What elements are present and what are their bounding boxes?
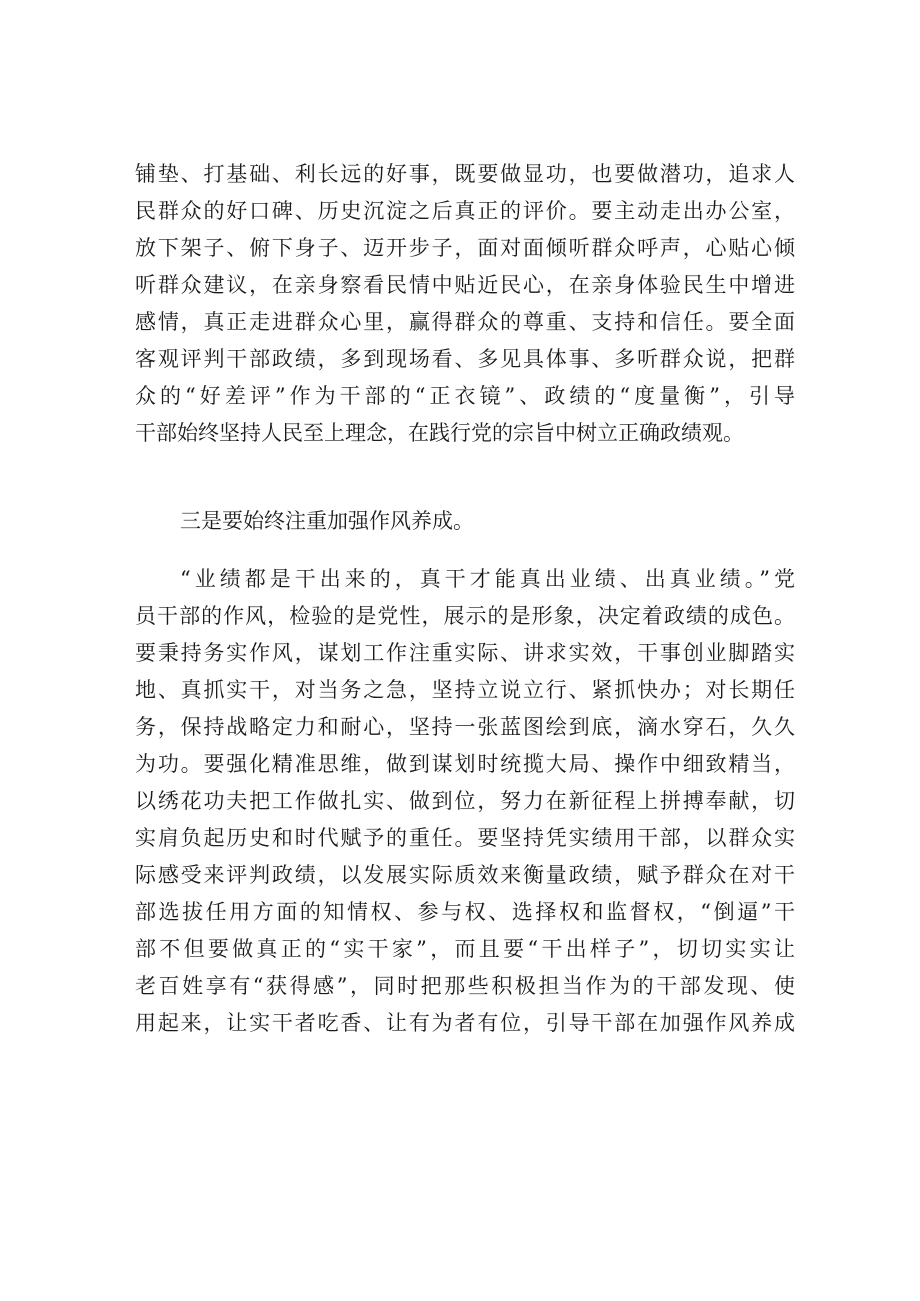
paragraph-line: 部选拔任用方面的知情权、参与权、选择权和监督权，“倒逼”干 — [135, 900, 795, 924]
paragraph-line: 地、真抓实干，对当务之急，坚持立说立行、紧抓快办；对长期任 — [135, 678, 795, 702]
paragraph-2 — [135, 561, 795, 1042]
paragraph-line: 感情，真正走进群众心里，赢得群众的尊重、支持和信任。要全面 — [135, 310, 795, 334]
paragraph-line: 务，保持战略定力和耐心，坚持一张蓝图绘到底，滴水穿石，久久 — [135, 715, 795, 739]
paragraph-line: 际感受来评判政绩，以发展实际质效来衡量政绩，赋予群众在对干 — [135, 863, 795, 887]
paragraph-line: 以绣花功夫把工作做扎实、做到位，努力在新征程上拼搏奉献，切 — [135, 789, 795, 813]
paragraph-line: 为功。要强化精准思维，做到谋划时统揽大局、操作中细致精当， — [135, 752, 795, 776]
paragraph-line: 部不但要做真正的“实干家”，而且要“干出样子”，切切实实让 — [135, 937, 795, 961]
paragraph-line: 用起来，让实干者吃香、让有为者有位，引导干部在加强作风养成 — [135, 1011, 795, 1035]
paragraph-line: “业绩都是干出来的，真干才能真出业绩、出真业绩。”党 — [180, 567, 795, 591]
paragraph-line: 客观评判干部政绩，多到现场看、多见具体事、多听群众说，把群 — [135, 347, 795, 371]
paragraph-line: 实肩负起历史和时代赋予的重任。要坚持凭实绩用干部，以群众实 — [135, 826, 795, 850]
section-heading — [180, 503, 795, 540]
paragraph-line: 听群众建议，在亲身察看民情中贴近民心，在亲身体验民生中增进 — [135, 273, 795, 297]
paragraph-line: 民群众的好口碑、历史沉淀之后真正的评价。要主动走出办公室， — [135, 199, 795, 223]
paragraph-line: 放下架子、俯下身子、迈开步子，面对面倾听群众呼声，心贴心倾 — [135, 236, 795, 260]
paragraph-line: 老百姓享有“获得感”，同时把那些积极担当作为的干部发现、使 — [135, 974, 795, 998]
section-heading-text: 三是要始终注重加强作风养成。 — [180, 509, 474, 533]
paragraph-line: 干部始终坚持人民至上理念，在践行党的宗旨中树立正确政绩观。 — [135, 421, 744, 445]
paragraph-line: 众的“好差评”作为干部的“正衣镜”、政绩的“度量衡”，引导 — [135, 384, 795, 408]
paragraph-1 — [135, 156, 795, 452]
paragraph-line: 铺垫、打基础、利长远的好事，既要做显功，也要做潜功，追求人 — [135, 162, 795, 186]
paragraph-line: 员干部的作风，检验的是党性，展示的是形象，决定着政绩的成色。 — [135, 604, 795, 628]
paragraph-line: 要秉持务实作风，谋划工作注重实际、讲求实效，干事创业脚踏实 — [135, 641, 795, 665]
